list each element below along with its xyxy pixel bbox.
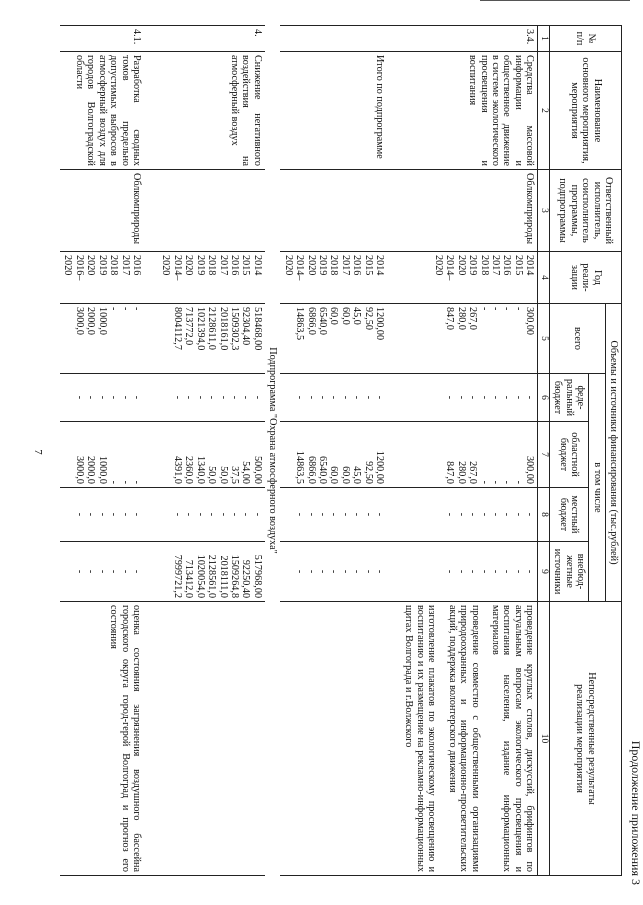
row-regional: 300,00 - - - - 267,0 280,0 847,0	[401, 422, 538, 488]
row-extrabudget: - - - - - -	[60, 542, 144, 602]
col-number: 10	[538, 602, 550, 876]
col-number: 9	[538, 542, 550, 602]
table-row	[158, 26, 265, 876]
col-number: 4	[538, 252, 550, 304]
row-total: 1200,00 92,50 45,0 60,0 60,0 6540,0 6866,0 14863,5	[280, 304, 387, 374]
header-year: Год реали- зации	[549, 252, 621, 304]
row-result	[401, 602, 538, 876]
row-name: Снижение негативного воздействия на атмосферный воздух	[158, 52, 265, 170]
header-regional: областной бюджет	[549, 422, 588, 488]
header-no: № п/п	[549, 26, 621, 52]
row-number: 4.	[158, 26, 265, 52]
col-number: 8	[538, 488, 550, 542]
row-local: - - - - - - - -	[401, 488, 538, 542]
row-extrabudget: 517968,00 92250,40 1509264,8 2018111,0 2128561,0 1020054,0 713412,0 7999721,2	[158, 542, 265, 602]
row-federal: - - - - - - - -	[158, 374, 265, 422]
row-years: 2016 2017 2018 2019 2020 2016–2020	[60, 252, 144, 304]
col-number: 1	[538, 26, 550, 52]
financing-table	[60, 25, 622, 876]
col-number: 3	[538, 170, 550, 252]
spacer-row	[387, 26, 401, 876]
row-local: - - - - - - - -	[280, 488, 387, 542]
col-number: 6	[538, 374, 550, 422]
subprogram-title-row	[265, 26, 280, 876]
row-extrabudget: - - - - - - - -	[401, 542, 538, 602]
row-regional: 500,00 54,00 37,5 50,0 50,0 1340,0 2360,0 4391,0	[158, 422, 265, 488]
header-federal: феде- ральный бюджет	[549, 374, 588, 422]
row-regional: - - - 1000,0 2000,0 3000,0	[60, 422, 144, 488]
row-federal: - - - - - -	[60, 374, 144, 422]
subprogram-title: Подпрограмма "Охрана атмосферного воздуха"	[267, 347, 279, 554]
row-years: 2014 2015 2016 2017 2018 2019 2020 2014–2020	[280, 252, 387, 304]
col-number: 5	[538, 304, 550, 374]
header-responsible: Ответственный исполнитель, соисполнитель программы, подпрограммы	[549, 170, 621, 252]
result-text: проведение совместно с общественными организациями природоохранных и информационно-просветительских акций, поддержка волонтерского движения	[446, 605, 481, 873]
row-name: Средства массовой информации и общественное движение в системе экологического просвещения и воспитания	[401, 52, 538, 170]
result-text: изготовление плакатов по экологическому просвещению и воспитанию и их размещение на рекламно-информационных щитах Волгограда и г.Волжского	[403, 605, 438, 873]
row-name: Разработка сводных томов предельно допустимых выбросов в атмосферный воздух для городов Волгоградской области	[60, 52, 144, 170]
spacer-row	[144, 26, 158, 876]
appendix-caption: Продолжение приложения 3	[629, 740, 643, 885]
row-name: Итого по подпрограмме	[280, 52, 387, 170]
row-total: 518468,00 92304,40 1509302,3 2018161,0 2128611,0 1021394,0 713772,0 8004112,7	[158, 304, 265, 374]
row-federal: - - - - - - - -	[401, 374, 538, 422]
col-number: 7	[538, 422, 550, 488]
header-total: всего	[549, 304, 605, 374]
row-regional: 1200,00 92,50 45,0 60,0 60,0 6540,0 6866,0 14863,5	[280, 422, 387, 488]
header-result: Непосредственные результаты реализации мероприятия	[549, 602, 621, 876]
header-extrabudget: внебюд- жетные источники	[549, 542, 588, 602]
row-federal: - - - - - - - -	[280, 374, 387, 422]
row-total: - - - 1000,0 2000,0 3000,0	[60, 304, 144, 374]
header-name: Наименование основного мероприятия, мероприятия	[549, 52, 621, 170]
row-result: оценка состояния загрязнения воздушного бассейна городского округа город-герой Волгоград и прогноз его состояния	[60, 602, 144, 876]
row-responsible: Облкомприроды	[60, 170, 144, 252]
row-total: 300,00 - - - - 267,0 280,0 847,0	[401, 304, 538, 374]
table-row	[280, 26, 387, 876]
row-responsible: Облкомприроды	[401, 170, 538, 252]
row-years: 2014 2015 2016 2017 2018 2019 2020 2014–2020	[401, 252, 538, 304]
header-local: местный бюджет	[549, 488, 588, 542]
row-extrabudget: - - - - - - - -	[280, 542, 387, 602]
col-number: 2	[538, 52, 550, 170]
table-row	[60, 26, 144, 876]
row-number: 3.4.	[401, 26, 538, 52]
row-years: 2014 2015 2016 2017 2018 2019 2020 2014–2020	[158, 252, 265, 304]
page-number: 7	[32, 449, 44, 455]
row-local: - - - - - -	[60, 488, 144, 542]
result-text: проведение круглых столов, дискуссий, брифингов по актуальным вопросам экологического просвещения и воспитания населения, издание информационных материалов	[490, 605, 536, 873]
header-volumes: Объемы и источники финансирования (тыс.рублей)	[605, 304, 621, 602]
table-row	[401, 26, 538, 876]
row-local: - - - - - - - -	[158, 488, 265, 542]
row-number: 4.1.	[60, 26, 144, 52]
header-including: в том числе	[589, 374, 605, 602]
